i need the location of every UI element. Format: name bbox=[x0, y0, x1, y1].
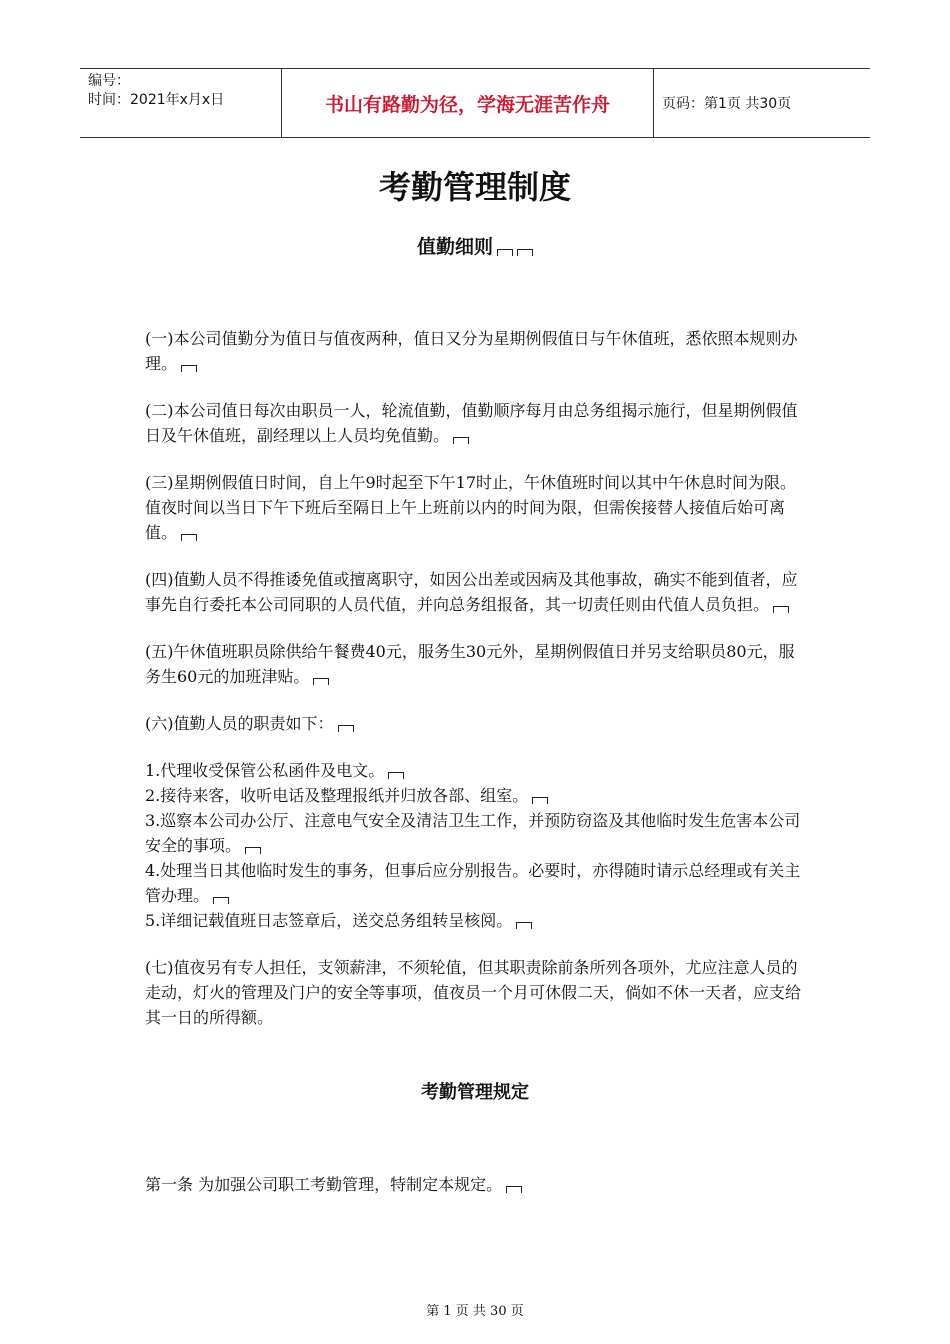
list-item: 2.接待来客，收听电话及整理报纸并归放各部、组室。 bbox=[145, 783, 810, 808]
number-label: 编号： bbox=[88, 73, 130, 89]
list-item: 3.巡察本公司办公厅、注意电气安全及清洁卫生工作，并预防窃盗及其他临时发生危害本公司安全的事项。 bbox=[145, 811, 801, 855]
paragraph-4: (四)值勤人员不得推诿免值或擅离职守，如因公出差或因病及其他事故，确实不能到值者，应事先自行委托本公司同职的人员代值，并向总务组报备，其一切责任则由代值人员负担。 bbox=[145, 570, 798, 614]
paragraph-mark-icon bbox=[245, 847, 261, 854]
paragraph-mark-icon bbox=[181, 365, 197, 372]
header-motto: 书山有路勤为径，学海无涯苦作舟 bbox=[282, 69, 654, 137]
paragraph-mark-icon bbox=[497, 249, 513, 256]
paragraph-mark-icon bbox=[388, 772, 404, 779]
paragraph-5: (五)午休值班职员除供给午餐费40元，服务生30元外，星期例假值日并另支给职员80元，服务生60元的加班津贴。 bbox=[145, 642, 795, 686]
paragraph-1: (一)本公司值勤分为值日与值夜两种，值日又分为星期例假值日与午休值班，悉依照本规则办理。 bbox=[145, 329, 798, 373]
paragraph-mark-icon bbox=[532, 797, 548, 804]
article-1: 第一条 为加强公司职工考勤管理，特制定本规定。 bbox=[145, 1172, 522, 1197]
paragraph-mark-icon bbox=[517, 249, 533, 256]
paragraph-mark-icon bbox=[453, 437, 469, 444]
paragraph-6: (六)值勤人员的职责如下： bbox=[145, 711, 810, 736]
date-label: 时间：2021年x月x日 bbox=[88, 92, 225, 108]
subtitle-text: 值勤细则 bbox=[416, 236, 493, 258]
list-item: 1.代理收受保管公私函件及电文。 bbox=[145, 758, 810, 783]
paragraph-mark-icon bbox=[181, 534, 197, 541]
document-body bbox=[145, 326, 810, 1052]
paragraph-mark-icon bbox=[516, 922, 532, 929]
section-title-attendance-rules: 考勤管理规定 bbox=[421, 1082, 529, 1103]
paragraph-mark-icon bbox=[506, 1186, 522, 1193]
paragraph-3: (三)星期例假值日时间，自上午9时起至下午17时止，午休值班时间以其中午休息时间为限。值夜时间以当日下午下班后至隔日上午上班前以内的时间为限，但需俟接替人接值后始可离值。 bbox=[145, 473, 797, 542]
document-title: 考勤管理制度 bbox=[378, 168, 571, 206]
paragraph-mark-icon bbox=[213, 897, 229, 904]
paragraph-mark-icon bbox=[773, 606, 789, 613]
list-item: 4.处理当日其他临时发生的事务，但事后应分别报告。必要时，亦得随时请示总经理或有关主管办理。 bbox=[145, 861, 801, 905]
document-header bbox=[80, 68, 870, 138]
paragraph-2: (二)本公司值日每次由职员一人，轮流值勤，值勤顺序每月由总务组揭示施行，但星期例假值日及午休值班，副经理以上人员均免值勤。 bbox=[145, 401, 798, 445]
section-title-duty-rules bbox=[0, 232, 950, 259]
paragraph-7: (七)值夜另有专人担任，支领薪津，不须轮值，但其职责除前条所列各项外，尤应注意人员的走动，灯火的管理及门户的安全等事项，值夜员一个月可休假二天，倘如不休一天者，应支给其一日的所得额。 bbox=[145, 958, 802, 1027]
header-page-info: 页码：第1页 共30页 bbox=[662, 96, 792, 112]
paragraph-mark-icon bbox=[338, 725, 354, 732]
list-item: 5.详细记载值班日志签章后，送交总务组转呈核阅。 bbox=[145, 908, 810, 933]
duties-list bbox=[145, 758, 810, 933]
paragraph-mark-icon bbox=[313, 678, 329, 685]
header-meta bbox=[80, 69, 282, 137]
page-footer: 第 1 页 共 30 页 bbox=[426, 1304, 524, 1319]
